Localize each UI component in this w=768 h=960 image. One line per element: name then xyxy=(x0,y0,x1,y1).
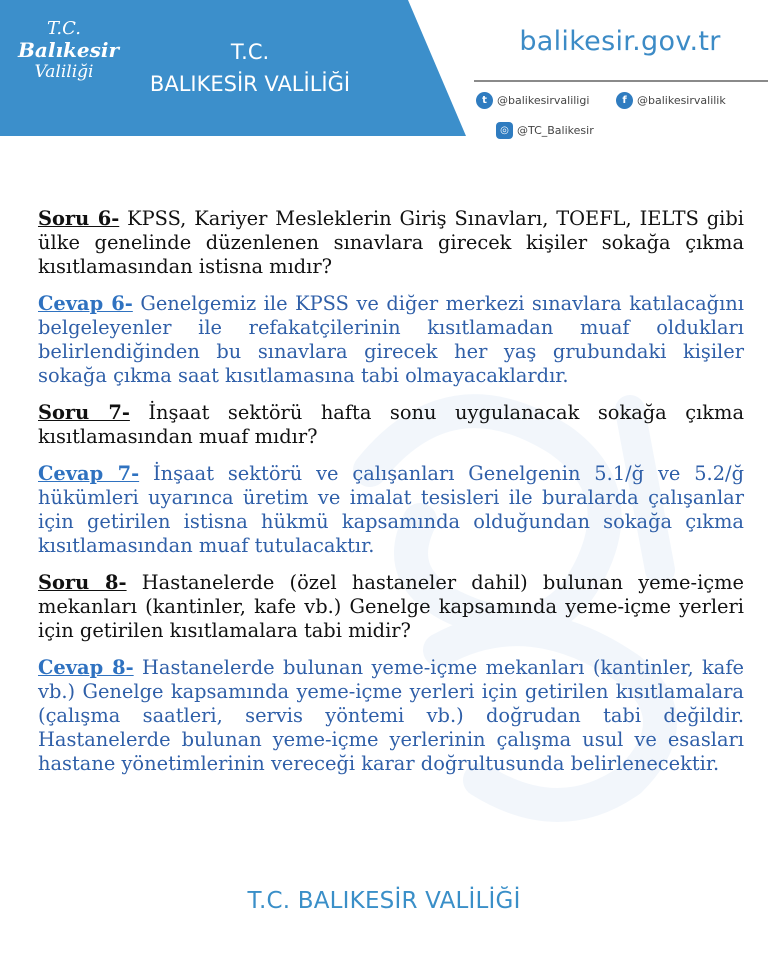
instagram-handle[interactable] xyxy=(496,122,594,139)
answer-text: İnşaat sektörü ve çalışanları Genelgenin 5.1/ğ ve 5.2/ğ hükümleri uyarınca üretim ve imalat tesisleri ile buralarda çalışanlar için getirilen istisna hükmü kapsamında olduğundan sokağa çıkma kısıtlamasından muaf tutulacaktır. xyxy=(38,462,745,557)
question-6 xyxy=(38,207,744,279)
qa-content xyxy=(38,207,744,789)
question-8 xyxy=(38,571,744,643)
question-text: Hastanelerde (özel hastaneler dahil) bulunan yeme-içme mekanları (kantinler, kafe vb.) Genelge kapsamında yeme-içme yerleri için getirilen kısıtlamalara tabi midir? xyxy=(38,571,745,642)
header-title xyxy=(130,36,370,100)
twitter-icon: t xyxy=(476,92,493,109)
question-7 xyxy=(38,401,744,449)
header-background xyxy=(0,0,768,140)
logo-line-3: Valiliği xyxy=(34,62,94,82)
footer-title: T.C. BALIKESİR VALİLİĞİ xyxy=(247,888,521,914)
facebook-handle[interactable] xyxy=(616,92,726,109)
twitter-handle-text: @balikesirvaliligi xyxy=(497,94,590,107)
answer-8 xyxy=(38,656,744,776)
question-text: KPSS, Kariyer Mesleklerin Giriş Sınavları, TOEFL, IELTS gibi ülke genelinde düzenlenen sınavlara girecek kişiler sokağa çıkma kısıtlamasından istisna mıdır? xyxy=(38,207,744,278)
instagram-icon: ◎ xyxy=(496,122,513,139)
header-title-line-1: T.C. xyxy=(230,40,270,64)
site-url-link[interactable]: balikesir.gov.tr xyxy=(519,26,721,57)
header-band xyxy=(0,0,768,140)
question-label: Soru 7- xyxy=(38,401,130,424)
facebook-handle-text: @balikesirvalilik xyxy=(637,94,726,107)
question-label: Soru 6- xyxy=(38,207,120,230)
logo-line-1: T.C. xyxy=(47,18,81,39)
question-text: İnşaat sektörü hafta sonu uygulanacak sokağa çıkma kısıtlamasından muaf mıdır? xyxy=(38,401,745,448)
facebook-icon: f xyxy=(616,92,633,109)
answer-6 xyxy=(38,292,744,388)
answer-label: Cevap 8- xyxy=(38,656,134,679)
answer-label: Cevap 7- xyxy=(38,462,140,485)
valilik-logo xyxy=(18,18,120,100)
header-divider xyxy=(474,80,768,82)
header-title-line-2: BALIKESİR VALİLİĞİ xyxy=(149,72,351,96)
answer-7 xyxy=(38,462,744,558)
instagram-handle-text: @TC_Balikesir xyxy=(517,124,594,137)
answer-text: Hastanelerde bulunan yeme-içme mekanları (kantinler, kafe vb.) Genelge kapsamında yeme-içme yerleri için getirilen kısıtlamalara (çalışma saatleri, servis yöntemi vb.) doğrudan tabi değildir. Hastanelerde bulunan yeme-içme yerlerinin çalışma usul ve esasları hastane yönetimlerinin vereceği karar doğrultusunda belirlenecektir. xyxy=(38,656,744,775)
answer-label: Cevap 6- xyxy=(38,292,133,315)
twitter-handle[interactable] xyxy=(476,92,589,109)
logo-line-2: Balıkesir xyxy=(18,38,120,62)
answer-text: Genelgemiz ile KPSS ve diğer merkezi sınavlara katılacağını belgeleyenler ile refakatçilerinin kısıtlamadan muaf oldukları belirlendiğinden bu sınavlara girecek her yaş grubundaki kişiler sokağa çıkma saat kısıtlamasına tabi olmayacaklardır. xyxy=(38,292,744,387)
question-label: Soru 8- xyxy=(38,571,127,594)
